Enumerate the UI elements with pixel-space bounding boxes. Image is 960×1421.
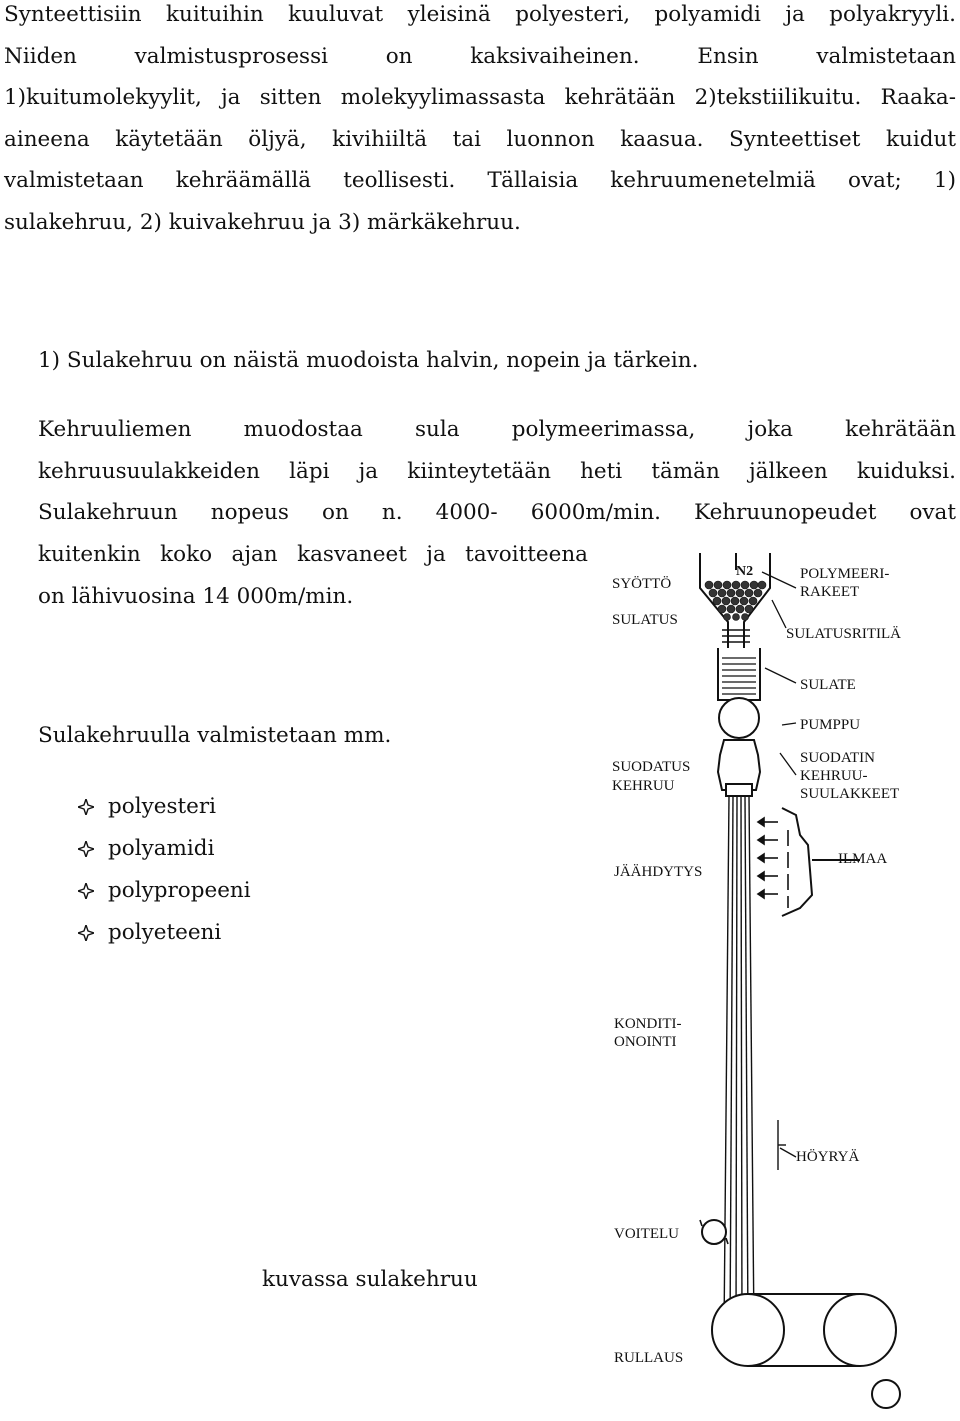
melt-level: [722, 658, 756, 694]
intro-line: aineena käytetään öljyä, kivihiiltä tai luonnon kaasua. Synteettiset kuidut: [4, 126, 956, 152]
winding-rollers: [712, 1294, 900, 1408]
conditioning-tube: [778, 1120, 786, 1170]
section-heading: 1) Sulakehruu on näistä muodoista halvin, nopein ja tärkein.: [38, 348, 699, 373]
melt-line-5: on lähivuosina 14 000m/min.: [38, 584, 354, 609]
pump: [719, 698, 759, 738]
pointer-lines: [762, 572, 796, 1157]
label-suodatin: SUODATIN: [800, 750, 875, 766]
figure-caption: kuvassa sulakehruu: [262, 1267, 478, 1292]
list-item-label: polyamidi: [108, 836, 215, 861]
label-suodatus: SUODATUS: [612, 759, 691, 775]
intro-line: valmistetaan kehräämällä teollisesti. Tällaisia kehruumenetelmiä ovat; 1): [4, 168, 956, 193]
intro-line: sulakehruu, 2) kuivakehruu ja 3) märkäkehruu.: [4, 209, 521, 235]
intro-line: Synteettisiin kuituihin kuuluvat yleisinä polyesteri, polyamidi ja polyakryyli.: [4, 2, 956, 27]
air-arrows-icon: [758, 818, 788, 908]
melt-line: Kehruuliemen muodostaa sula polymeerimassa, joka kehrätään: [38, 417, 956, 442]
label-rullaus: RULLAUS: [614, 1350, 684, 1366]
label-suulakkeet: SUULAKKEET: [800, 786, 900, 802]
intro-line: Niiden valmistusprosessi on kaksivaiheinen. Ensin valmistetaan: [4, 43, 956, 69]
label-sulatusritila: SULATUSRITILÄ: [786, 626, 901, 642]
label-sulatus: SULATUS: [612, 612, 678, 628]
melt-line: kuitenkin koko ajan kasvaneet ja tavoitteena: [38, 542, 588, 567]
melt-chamber: [718, 648, 760, 700]
spinneret-block: [718, 740, 760, 796]
label-sulate: SULATE: [800, 677, 856, 693]
label-rakeet: RAKEET: [800, 584, 860, 600]
list-item-label: polyesteri: [108, 794, 217, 819]
label-konditi: KONDITI-: [614, 1016, 682, 1032]
finishing-roller: [700, 1220, 728, 1244]
label-pumppu: PUMPPU: [800, 717, 861, 733]
melting-grid: [722, 630, 750, 642]
melt-line: Sulakehruun nopeus on n. 4000- 6000m/min. Kehruunopeudet ovat: [38, 500, 956, 525]
polymer-pellets: [705, 581, 766, 621]
label-ilmaa: ILMAA: [838, 851, 888, 867]
label-onointi: ONOINTI: [614, 1034, 677, 1050]
label-kehruu: KEHRUU: [612, 778, 675, 794]
label-jaahdytys: JÄÄHDYTYS: [614, 864, 703, 880]
list-item-label: polypropeeni: [108, 878, 251, 903]
list-item-label: polyeteeni: [108, 920, 222, 945]
label-kehruu-right: KEHRUU-: [800, 768, 868, 784]
melt-line: kehruusuulakkeiden läpi ja kiinteytetään heti tämän jälkeen kuiduksi.: [38, 458, 956, 484]
label-polymeeri: POLYMEERI-: [800, 566, 890, 582]
filaments: [724, 796, 754, 1330]
label-n2: N2: [736, 564, 754, 579]
label-syotto: SYÖTTÖ: [612, 576, 672, 592]
products-heading: Sulakehruulla valmistetaan mm.: [38, 723, 392, 748]
intro-line: 1)kuitumolekyylit, ja sitten molekyylimassasta kehrätään 2)tekstiilikuitu. Raaka-: [4, 85, 956, 110]
label-voitelu: VOITELU: [614, 1226, 679, 1242]
label-hoyrya: HÖYRYÄ: [796, 1149, 860, 1165]
